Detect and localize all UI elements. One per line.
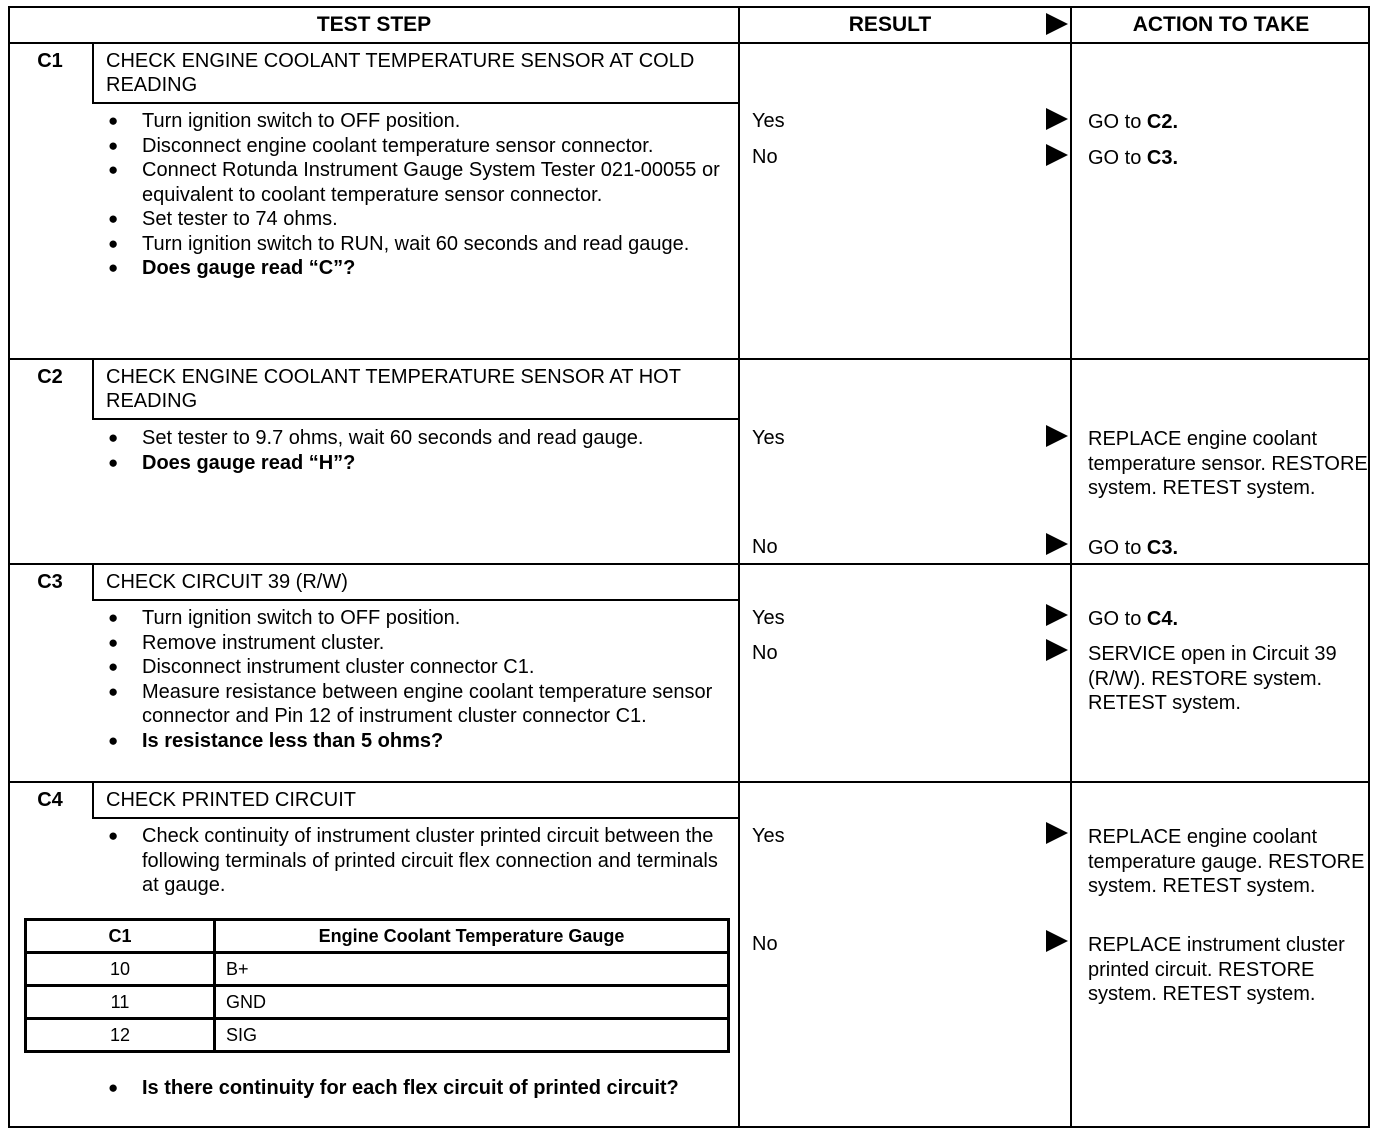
result-c3-yes: Yes [752,607,785,629]
arrow-icon [1046,930,1068,952]
action-c1-yes: GO to C2. [1088,111,1179,133]
step-id-c4: C4 [37,789,63,811]
list-item: ● Turn ignition switch to RUN, wait 60 seconds and read gauge. [106,232,726,257]
header-action: ACTION TO TAKE [1132,13,1310,36]
result-c1-no: No [752,146,778,168]
table-row [26,953,729,986]
arrow-icon [1046,639,1068,661]
arrow-icon [1046,144,1068,166]
table-row [26,1019,729,1052]
list-item: ● Turn ignition switch to OFF position. [106,109,726,134]
result-c2-no: No [752,536,778,558]
step-bullets-c4 [106,824,726,898]
list-item: ● Is resistance less than 5 ohms? [106,729,726,754]
table-cell: GND [215,986,729,1019]
step-title-c2: CHECK ENGINE COOLANT TEMPERATURE SENSOR AT HOT READING [106,366,681,412]
list-item: ● Connect Rotunda Instrument Gauge System Tester 021-00055 or equivalent to coolant temperature sensor connector. [106,158,726,207]
list-item: ● Set tester to 74 ohms. [106,207,726,232]
step-bullets-c1 [106,109,726,281]
result-c2-yes: Yes [752,427,785,449]
arrow-icon [1046,533,1068,555]
result-c4-yes: Yes [752,825,785,847]
action-c3-no: SERVICE open in Circuit 39 (R/W). RESTORE system. RETEST system. [1088,643,1337,714]
action-c2-no: GO to C3. [1088,537,1179,559]
list-item: ● Disconnect instrument cluster connector C1. [106,655,726,680]
action-c3-yes: GO to C4. [1088,608,1179,630]
table-cell: 11 [26,986,215,1019]
table-header-c1: C1 [26,920,215,953]
action-c4-no: REPLACE instrument cluster printed circuit. RESTORE system. RETEST system. [1088,934,1345,1005]
header-result: RESULT [848,13,932,36]
list-item: ● Is there continuity for each flex circuit of printed circuit? [106,1076,726,1101]
list-item: ● Does gauge read “H”? [106,451,726,476]
result-c3-no: No [752,642,778,664]
result-c1-yes: Yes [752,110,785,132]
arrow-icon [1046,604,1068,626]
diagnostic-table [8,6,1370,1128]
header-test-step: TEST STEP [316,13,432,36]
list-item: ● Remove instrument cluster. [106,631,726,656]
action-c4-yes: REPLACE engine coolant temperature gauge. RESTORE system. RETEST system. [1088,826,1365,897]
table-cell: 10 [26,953,215,986]
terminal-table [24,918,730,1053]
list-item: ● Turn ignition switch to OFF position. [106,606,726,631]
step-bullets-c2 [106,426,726,475]
list-item: ● Does gauge read “C”? [106,256,726,281]
action-c2-yes: REPLACE engine coolant temperature sensor. RESTORE system. RETEST system. [1088,428,1368,499]
list-item: ● Measure resistance between engine coolant temperature sensor connector and Pin 12 of instrument cluster connector C1. [106,680,726,729]
action-c1-no: GO to C3. [1088,147,1179,169]
table-row [26,986,729,1019]
step-bullets-c4-final [106,1076,726,1101]
step-bullets-c3 [106,606,726,753]
arrow-icon [1046,425,1068,447]
list-item: ● Check continuity of instrument cluster printed circuit between the following terminals of printed circuit flex connection and terminals at gauge. [106,824,726,898]
arrow-icon [1046,822,1068,844]
header-arrow-icon [1046,13,1068,35]
step-id-c3: C3 [37,571,63,593]
step-title-c3: CHECK CIRCUIT 39 (R/W) [106,571,348,593]
list-item: ● Disconnect engine coolant temperature sensor connector. [106,134,726,159]
table-cell: B+ [215,953,729,986]
step-id-c1: C1 [37,50,63,72]
table-cell: SIG [215,1019,729,1052]
table-header-gauge: Engine Coolant Temperature Gauge [215,920,729,953]
step-title-c4: CHECK PRINTED CIRCUIT [106,789,357,811]
result-c4-no: No [752,933,778,955]
step-id-c2: C2 [37,366,63,388]
arrow-icon [1046,108,1068,130]
table-cell: 12 [26,1019,215,1052]
list-item: ● Set tester to 9.7 ohms, wait 60 seconds and read gauge. [106,426,726,451]
step-title-c1: CHECK ENGINE COOLANT TEMPERATURE SENSOR AT COLD READING [106,50,695,96]
